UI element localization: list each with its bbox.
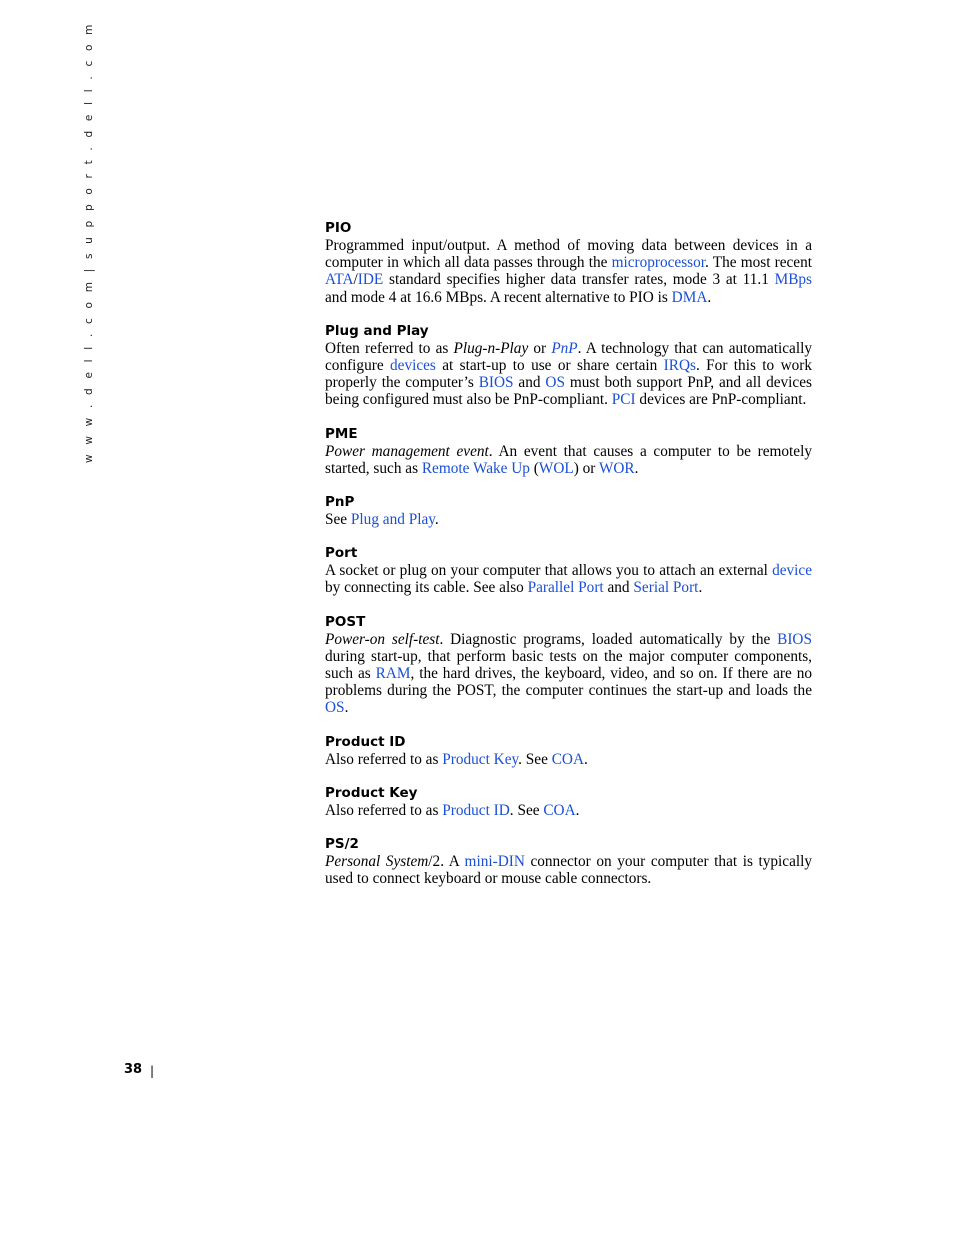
link-pnp[interactable]: PnP (551, 339, 578, 357)
term-definition: Often referred to as Plug-n-Play or PnP. A technology that can automatically configure devices at start-up to use or share certain IRQs. For this to work properly the computer’s BIOS and OS must both support PnP, and all devices being configured must also be PnP-compliant. PCI devices are PnP-compliant. (325, 339, 813, 409)
link-mini-din[interactable]: mini-DIN (464, 853, 525, 871)
glossary-content (325, 220, 812, 904)
term-definition: Also referred to as Product Key. See COA. (325, 750, 588, 768)
link-coa[interactable]: COA (551, 750, 584, 768)
link-microprocessor[interactable]: microprocessor (611, 254, 706, 272)
link-ram[interactable]: RAM (375, 665, 411, 683)
link-mbps[interactable]: MBps (774, 271, 812, 289)
link-product-key[interactable]: Product Key (442, 750, 519, 768)
link-wor[interactable]: WOR (598, 459, 635, 477)
link-device[interactable]: device (772, 562, 812, 580)
link-devices[interactable]: devices (390, 357, 436, 375)
term-title: PME (325, 425, 358, 442)
link-plug-and-play[interactable]: Plug and Play (350, 511, 435, 529)
entry-product-key (325, 785, 812, 819)
link-wol[interactable]: WOL (538, 459, 574, 477)
entry-product-id (325, 734, 812, 768)
link-bios[interactable]: BIOS (478, 374, 514, 392)
term-title: Plug and Play (325, 322, 429, 339)
footer-separator: | (150, 1064, 155, 1078)
term-title: Port (325, 545, 358, 562)
page-number: 38 (124, 1062, 143, 1077)
term-definition: A socket or plug on your computer that allows you to attach an external device by connecting its cable. See also Parallel Port and Serial Port. (325, 562, 812, 597)
term-definition: Personal System/2. A mini-DIN connector on your computer that is typically used to connect keyboard or mouse cable connectors. (325, 853, 813, 888)
term-title: PnP (325, 494, 355, 511)
term-title: PIO (325, 220, 352, 236)
link-product-id[interactable]: Product ID (442, 801, 510, 819)
entry-post (325, 614, 812, 717)
link-parallel-port[interactable]: Parallel Port (527, 579, 604, 597)
entry-pnp (325, 494, 812, 528)
entry-pme (325, 426, 812, 477)
term-title: Product ID (325, 733, 406, 750)
term-title: Product Key (325, 784, 418, 801)
term-definition: Also referred to as Product ID. See COA. (325, 801, 580, 819)
term-definition: See Plug and Play. (325, 511, 439, 529)
link-serial-port[interactable]: Serial Port (633, 579, 699, 597)
sidebar-url: w w w . d e l l . c o m | s u p p o r t . d e l l . c o m (83, 21, 95, 463)
link-pci[interactable]: PCI (611, 391, 636, 409)
entry-ps2 (325, 836, 812, 887)
term-definition: Power-on self-test. Diagnostic programs, loaded automatically by the BIOS during start-up, that perform basic tests on the major computer components, such as RAM, the hard drives, the keyboard, video, and so on. If there are no problems during the POST, the computer continues the start-up and loads the OS. (325, 630, 812, 717)
link-coa[interactable]: COA (543, 801, 576, 819)
term-title: PS/2 (325, 836, 359, 853)
link-ide[interactable]: IDE (357, 271, 384, 289)
link-ata[interactable]: ATA (325, 271, 354, 289)
link-os[interactable]: OS (545, 374, 565, 392)
entry-plug-and-play (325, 323, 812, 409)
entry-port (325, 545, 812, 596)
link-bios[interactable]: BIOS (777, 630, 812, 648)
link-remote-wake-up[interactable]: Remote Wake Up (421, 459, 530, 477)
term-definition: Programmed input/output. A method of moving data between devices in a computer in which all data passes through the microprocessor. The most recent ATA/IDE standard specifies higher data transfer rates, mode 3 at 11.1 MBps and mode 4 at 16.6 MBps. A recent alternative to PIO is DMA. (325, 237, 812, 306)
link-os[interactable]: OS (325, 699, 345, 717)
term-title: POST (325, 613, 366, 630)
link-irqs[interactable]: IRQs (663, 357, 696, 375)
entry-pio (325, 220, 812, 306)
link-dma[interactable]: DMA (671, 288, 708, 306)
term-definition: Power management event. An event that causes a computer to be remotely started, such as Remote Wake Up (WOL) or WOR. (325, 442, 812, 477)
